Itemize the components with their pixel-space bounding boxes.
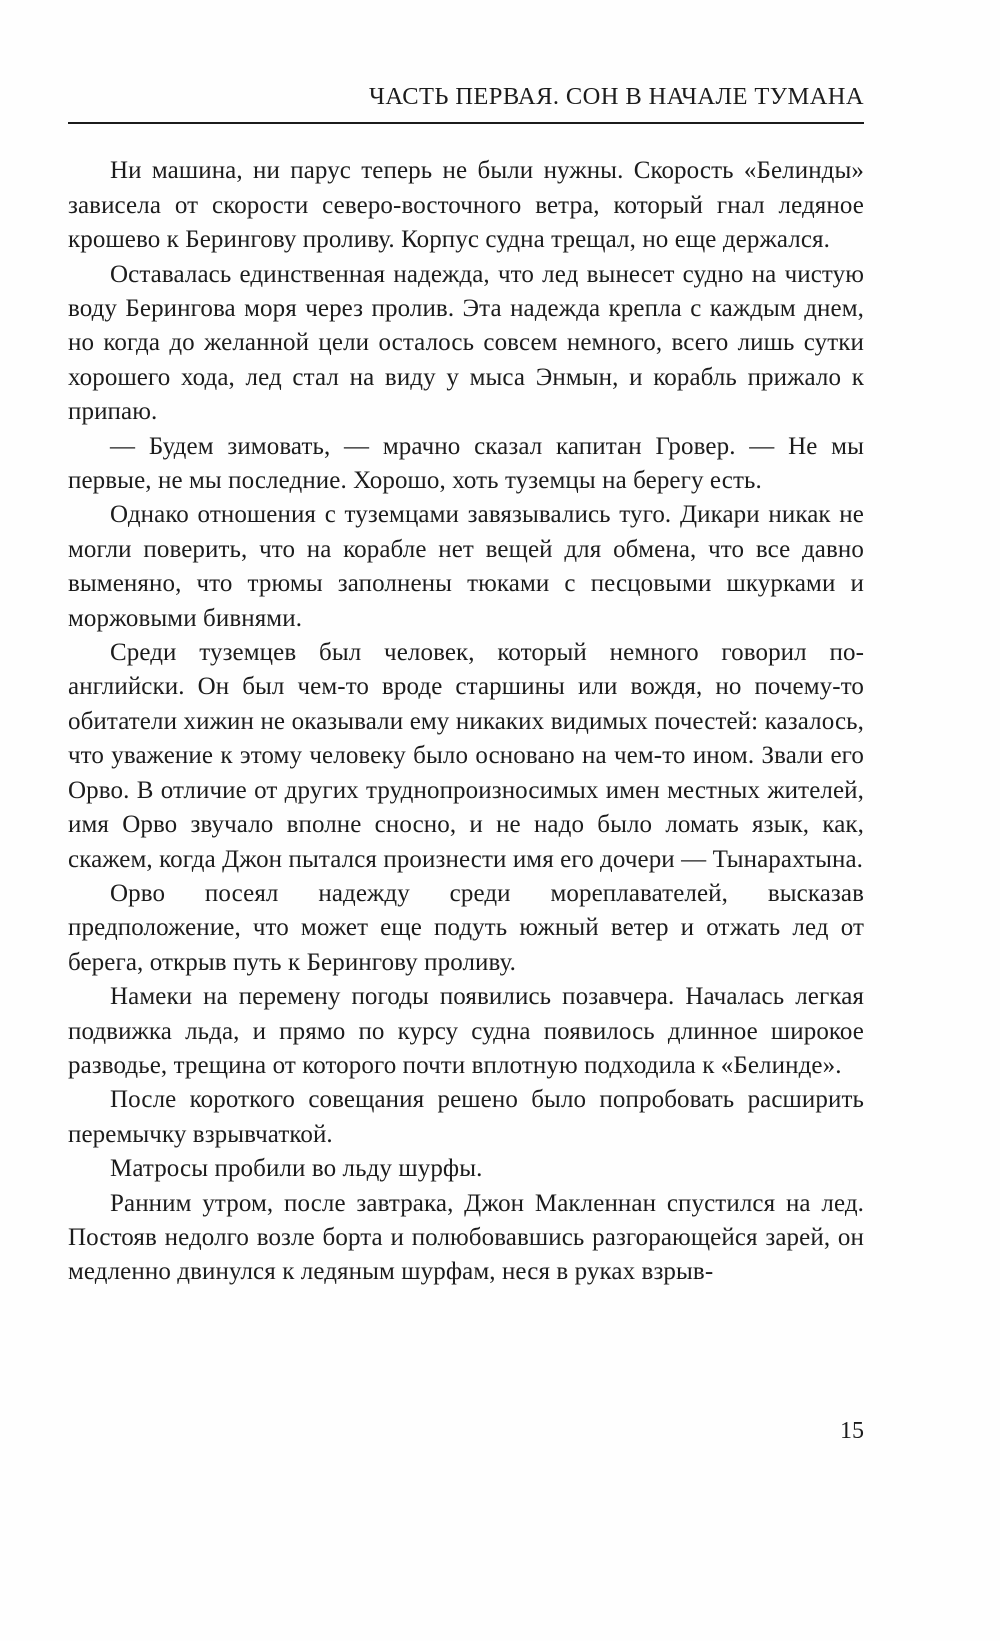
paragraph: После короткого совещания решено было попробовать расширить перемычку взрывчаткой. [68, 1086, 864, 1148]
paragraph: Матросы пробили во льду шурфы. [110, 1155, 483, 1183]
paragraph: Ни машина, ни парус теперь не были нужны. Скорость «Белинды» зависела от скорости северо-восточного ветра, который гнал ледяное крошево к Берингову проливу. Корпус судна трещал, но еще держался. [68, 157, 864, 254]
running-head: ЧАСТЬ ПЕРВАЯ. СОН В НАЧАЛЕ ТУМАНА [68, 82, 864, 124]
paragraph: Намеки на перемену погоды появились позавчера. Началась легкая подвижка льда, и прямо по курсу судна появилось длинное широкое разводье, трещина от которого почти вплотную подходила к «Белинде». [68, 983, 864, 1079]
paragraph: Среди туземцев был человек, который немного говорил по-английски. Он был чем-то вроде старшины или вождя, но почему-то обитатели хижин не оказывали ему никаких видимых почестей: казалось, что уважение к этому человеку было основано на чем-то ином. Звали его Орво. В отличие от других труднопроизносимых имен местных жителей, имя Орво звучало вполне сносно, и не надо было ломать язык, как, скажем, когда Джон пытался произнести имя его дочери — Тынарахтына. [68, 639, 864, 873]
paragraph-dialogue: — Будем зимовать, — мрачно сказал капитан Гровер. — Не мы первые, не мы последние. Хорошо, хоть туземцы на берегу есть. [68, 432, 864, 495]
page-body [68, 154, 864, 1289]
paragraph: Ранним утром, после завтрака, Джон Макленнан спустился на лед. Постояв недолго возле борта и полюбовавшись разгорающейся зарей, он медленно двинулся к ледяным шурфам, неся в руках взрыв- [68, 1189, 864, 1286]
paragraph: Орво посеял надежду среди мореплавателей, высказав предположение, что может еще подуть южный ветер и отжать лед от берега, открыв путь к Берингову проливу. [68, 879, 864, 976]
text-block [68, 82, 864, 1290]
page-number: 15 [840, 1418, 864, 1444]
paragraph: Оставалась единственная надежда, что лед вынесет судно на чистую воду Берингова моря через пролив. Эта надежда крепла с каждым днем, но когда до желанной цели осталось совсем немного, всего лишь сутки хорошего хода, лед стал на виду у мыса Энмын, и корабль прижало к припаю. [68, 260, 864, 426]
paragraph: Однако отношения с туземцами завязывались туго. Дикари никак не могли поверить, что на корабле нет вещей для обмена, что все давно выменяно, что трюмы заполнены тюками с песцовыми шкурками и моржовыми бивнями. [68, 501, 864, 632]
